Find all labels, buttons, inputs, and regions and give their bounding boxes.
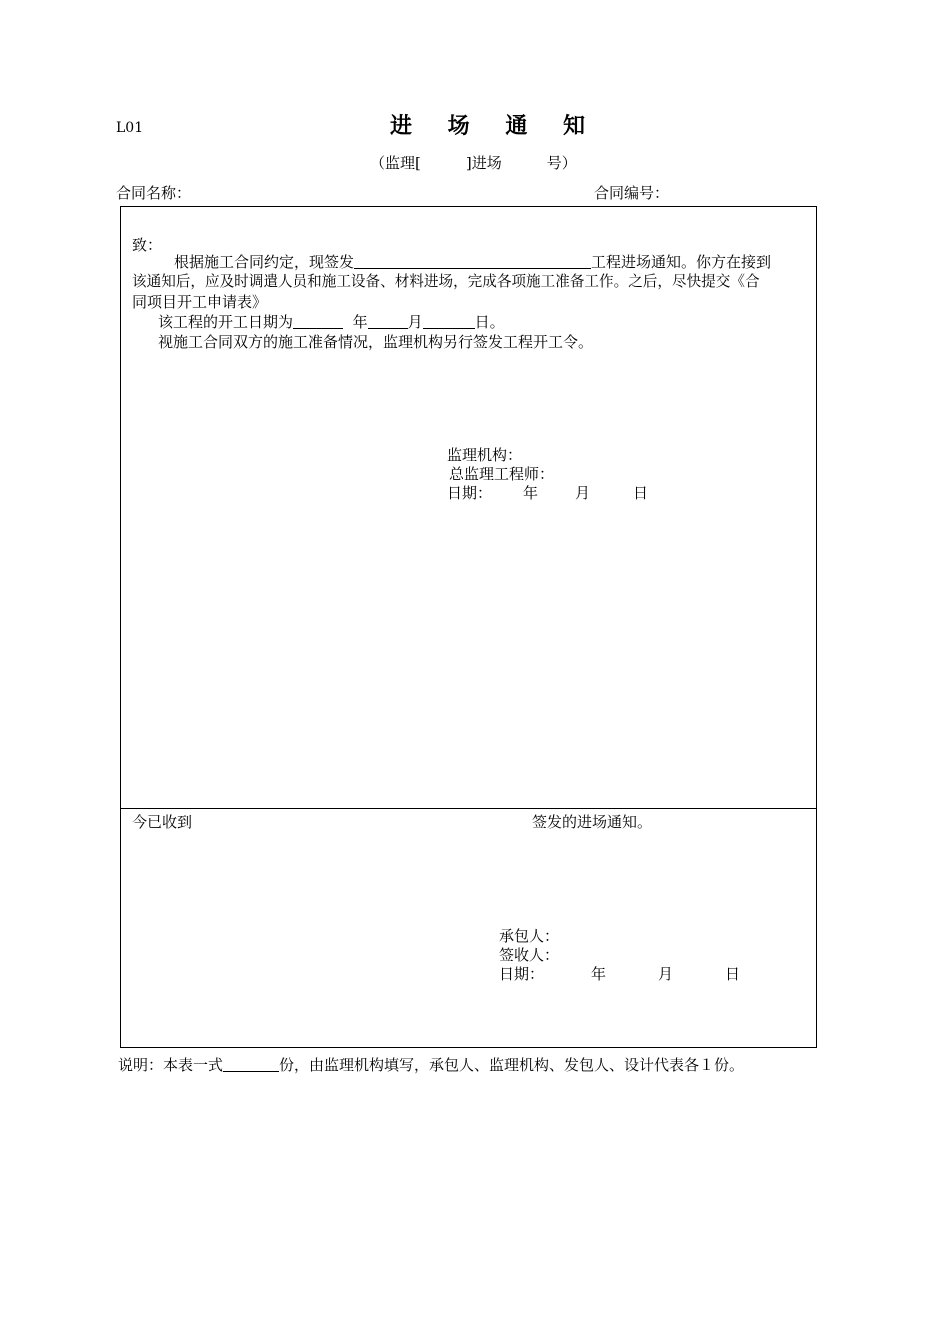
footer-note-suffix: 份，由监理机构填写，承包人、监理机构、发包人、设计代表各１份。 xyxy=(279,1056,745,1074)
notice-line-1 xyxy=(174,253,771,271)
received-prefix: 今已收到 xyxy=(132,813,193,831)
received-suffix: 签发的进场通知。 xyxy=(532,813,653,831)
notice-date-month: 月 xyxy=(575,484,591,502)
footer-note-prefix: 说明：本表一式 xyxy=(118,1056,224,1074)
receipt-date-year: 年 xyxy=(591,965,607,983)
contractor-label: 承包人： xyxy=(499,927,560,945)
receipt-date-day: 日 xyxy=(725,965,741,983)
start-date-line xyxy=(158,313,505,331)
document-number: （监理[ ]进场 号） xyxy=(370,154,577,172)
receipt-date-month: 月 xyxy=(658,965,674,983)
start-date-prefix: 该工程的开工日期为 xyxy=(158,313,294,331)
page-title: 进 场 通 知 xyxy=(390,113,599,139)
notice-date-day: 日 xyxy=(633,484,649,502)
chief-engineer-label: 总监理工程师： xyxy=(449,465,555,483)
form-code: L01 xyxy=(116,120,144,136)
notice-line-1-suffix: 工程进场通知。你方在接到 xyxy=(591,253,772,271)
signer-label: 签收人： xyxy=(499,946,560,964)
start-year-label: 年 xyxy=(352,313,368,331)
notice-date-year: 年 xyxy=(523,484,539,502)
start-year-blank xyxy=(293,313,343,329)
to-label: 致： xyxy=(132,236,163,254)
start-month-blank xyxy=(368,313,408,329)
notice-line-2: 该通知后，应及时调遣人员和施工设备、材料进场，完成各项施工准备工作。之后，尽快提交《合 xyxy=(132,273,760,290)
project-name-blank xyxy=(354,253,591,269)
section-divider xyxy=(121,808,816,809)
start-day-blank xyxy=(423,313,475,329)
notice-line-1-prefix: 根据施工合同约定，现签发 xyxy=(174,253,355,271)
notice-date-label: 日期： xyxy=(447,484,493,502)
supervisor-org-label: 监理机构： xyxy=(447,446,523,464)
notice-line-3: 同项目开工申请表》 xyxy=(132,293,268,311)
start-month-label: 月 xyxy=(407,313,423,331)
copies-blank xyxy=(223,1056,279,1072)
start-day-label: 日。 xyxy=(474,313,505,331)
contract-name-label: 合同名称： xyxy=(116,184,192,202)
receipt-date-label: 日期： xyxy=(499,965,545,983)
notice-line-5: 视施工合同双方的施工准备情况，监理机构另行签发工程开工令。 xyxy=(158,333,594,351)
footer-note xyxy=(118,1056,744,1074)
contract-number-label: 合同编号： xyxy=(594,184,670,202)
